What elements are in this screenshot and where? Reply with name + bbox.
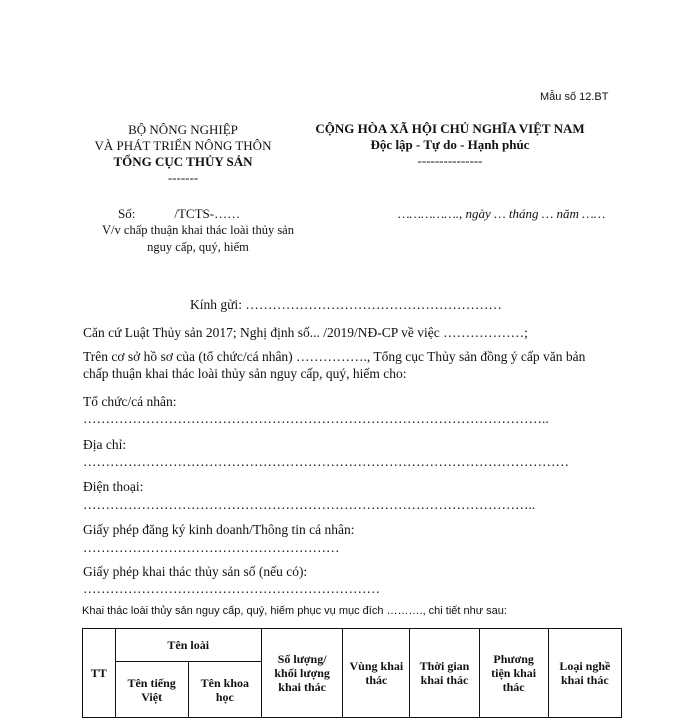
agency-ministry: BỘ NÔNG NGHIỆP: [128, 122, 238, 137]
agency-header: [80, 122, 286, 186]
field-dots-business-license: …………………………………………………: [83, 540, 340, 555]
field-label-organization: Tổ chức/cá nhân:: [83, 394, 177, 409]
col-scientific-name: Tên khoa học: [188, 662, 261, 718]
national-rule: ---------------: [417, 153, 483, 168]
document-number: Số: /TCTS-……: [118, 206, 241, 221]
col-tt: TT: [83, 629, 116, 718]
col-vietnamese-name: Tên tiếng Việt: [115, 662, 188, 718]
national-motto: Độc lập - Tự do - Hạnh phúc: [370, 137, 530, 152]
national-header: [300, 121, 600, 169]
field-label-address: Địa chỉ:: [83, 437, 127, 452]
field-dots-fishing-license: …………………………………………………………: [83, 581, 380, 596]
legal-basis: Căn cứ Luật Thủy sản 2017; Nghị định số... /2019/NĐ-CP về việc ………………;: [83, 325, 528, 340]
agency-ministry-cont: VÀ PHÁT TRIỂN NÔNG THÔN: [94, 138, 272, 153]
agency-department: TỔNG CỤC THỦY SẢN: [113, 154, 253, 169]
field-dots-address: ………………………………………………………………………………………………: [83, 454, 569, 469]
agency-rule: -------: [167, 170, 199, 185]
field-label-fishing-license: Giấy phép khai thác thủy sản số (nếu có):: [83, 564, 308, 579]
date-line: ……………., ngày … tháng … năm ……: [398, 206, 606, 221]
national-title: CỘNG HÒA XÃ HỘI CHỦ NGHĨA VIỆT NAM: [315, 121, 585, 136]
col-species-name: Tên loài: [115, 629, 261, 662]
purpose-line: Khai thác loài thủy sản nguy cấp, quý, hiếm phục vụ mục đích ………., chi tiết như sau:: [82, 605, 507, 617]
table-header-row: [83, 629, 622, 662]
field-label-business-license: Giấy phép đăng ký kinh doanh/Thông tin cá nhân:: [83, 522, 355, 537]
greeting: Kính gửi: …………………………………………………: [190, 297, 502, 312]
approval-text: Trên cơ sở hồ sơ của (tổ chức/cá nhân) ……………., Tổng cục Thủy sản đồng ý cấp văn bản chấp thuận khai thác loài thủy sản nguy cấp, quý, hiếm cho:: [83, 349, 586, 381]
field-label-phone: Điện thoại:: [83, 479, 144, 494]
field-dots-phone: ………………………………………………………………………………………..: [83, 497, 536, 512]
col-fishing-time: Thời gian khai thác: [410, 629, 479, 718]
field-dots-organization: …………………………………………………………………………………………..: [83, 411, 549, 426]
col-quantity: Số lượng/ khối lượng khai thác: [261, 629, 342, 718]
species-table: [82, 628, 622, 718]
form-id: Mẫu số 12.BT: [540, 91, 609, 103]
document-subject: V/v chấp thuận khai thác loài thủy sản nguy cấp, quý, hiếm: [102, 223, 294, 254]
col-fishing-area: Vùng khai thác: [343, 629, 410, 718]
col-fishing-vessel: Phương tiện khai thác: [479, 629, 548, 718]
col-fishing-gear: Loại nghề khai thác: [548, 629, 621, 718]
